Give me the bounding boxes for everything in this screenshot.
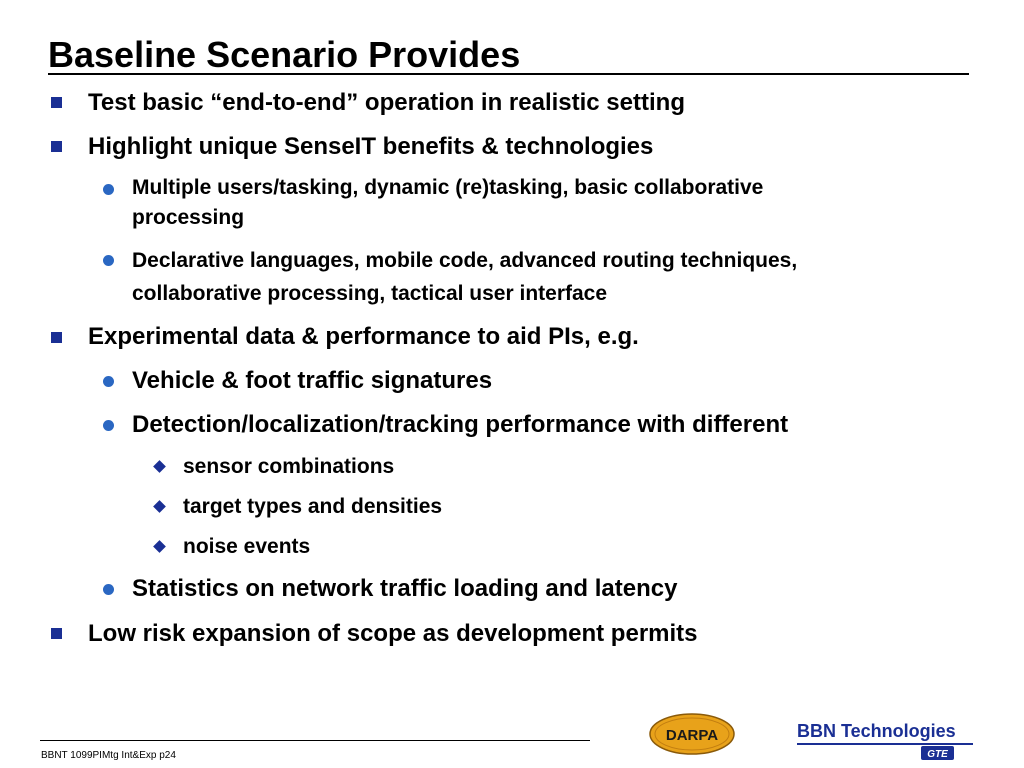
gte-logo <box>921 746 954 760</box>
bullet-item: Experimental data & performance to aid PIs, e.g. <box>88 323 639 350</box>
circle-bullet-icon <box>103 184 114 195</box>
sub-sub-bullet-item: noise events <box>183 535 311 558</box>
diamond-bullet-icon <box>153 460 166 473</box>
sub-bullet-item <box>132 244 962 310</box>
bullet-item: Highlight unique SenseIT benefits & technologies <box>88 133 654 160</box>
sub-bullet-line: processing <box>132 206 245 229</box>
sub-sub-bullet-item: sensor combinations <box>183 455 395 478</box>
square-bullet-icon <box>51 97 62 108</box>
sub-bullet-line: Multiple users/tasking, dynamic (re)tasking, basic collaborative <box>132 176 764 199</box>
sub-sub-bullet-item: target types and densities <box>183 495 443 518</box>
diamond-bullet-icon <box>153 500 166 513</box>
footer-divider <box>40 740 590 741</box>
sub-bullet-line: collaborative processing, tactical user interface <box>132 282 608 305</box>
bullet-item: Low risk expansion of scope as development permits <box>88 620 698 647</box>
circle-bullet-icon <box>103 584 114 595</box>
diamond-bullet-icon <box>153 540 166 553</box>
sub-bullet-item: Vehicle & foot traffic signatures <box>132 367 493 394</box>
circle-bullet-icon <box>103 376 114 387</box>
sub-bullet-item <box>132 173 962 233</box>
darpa-logo <box>648 712 736 756</box>
circle-bullet-icon <box>103 255 114 266</box>
slide-title: Baseline Scenario Provides <box>48 34 521 75</box>
bbn-underline <box>797 743 973 745</box>
bbn-technologies-logo: BBN Technologies <box>797 721 956 741</box>
square-bullet-icon <box>51 141 62 152</box>
footer-text: BBNT 1099PIMtg Int&Exp p24 <box>41 750 176 761</box>
sub-bullet-item: Statistics on network traffic loading and latency <box>132 575 678 602</box>
square-bullet-icon <box>51 332 62 343</box>
gte-logo-text: GTE <box>927 749 948 760</box>
darpa-logo-text: DARPA <box>665 727 719 744</box>
square-bullet-icon <box>51 628 62 639</box>
bullet-item: Test basic “end-to-end” operation in realistic setting <box>88 89 685 116</box>
sub-bullet-line: Declarative languages, mobile code, advanced routing techniques, <box>132 249 798 272</box>
circle-bullet-icon <box>103 420 114 431</box>
sub-bullet-item: Detection/localization/tracking performance with different <box>132 411 789 438</box>
